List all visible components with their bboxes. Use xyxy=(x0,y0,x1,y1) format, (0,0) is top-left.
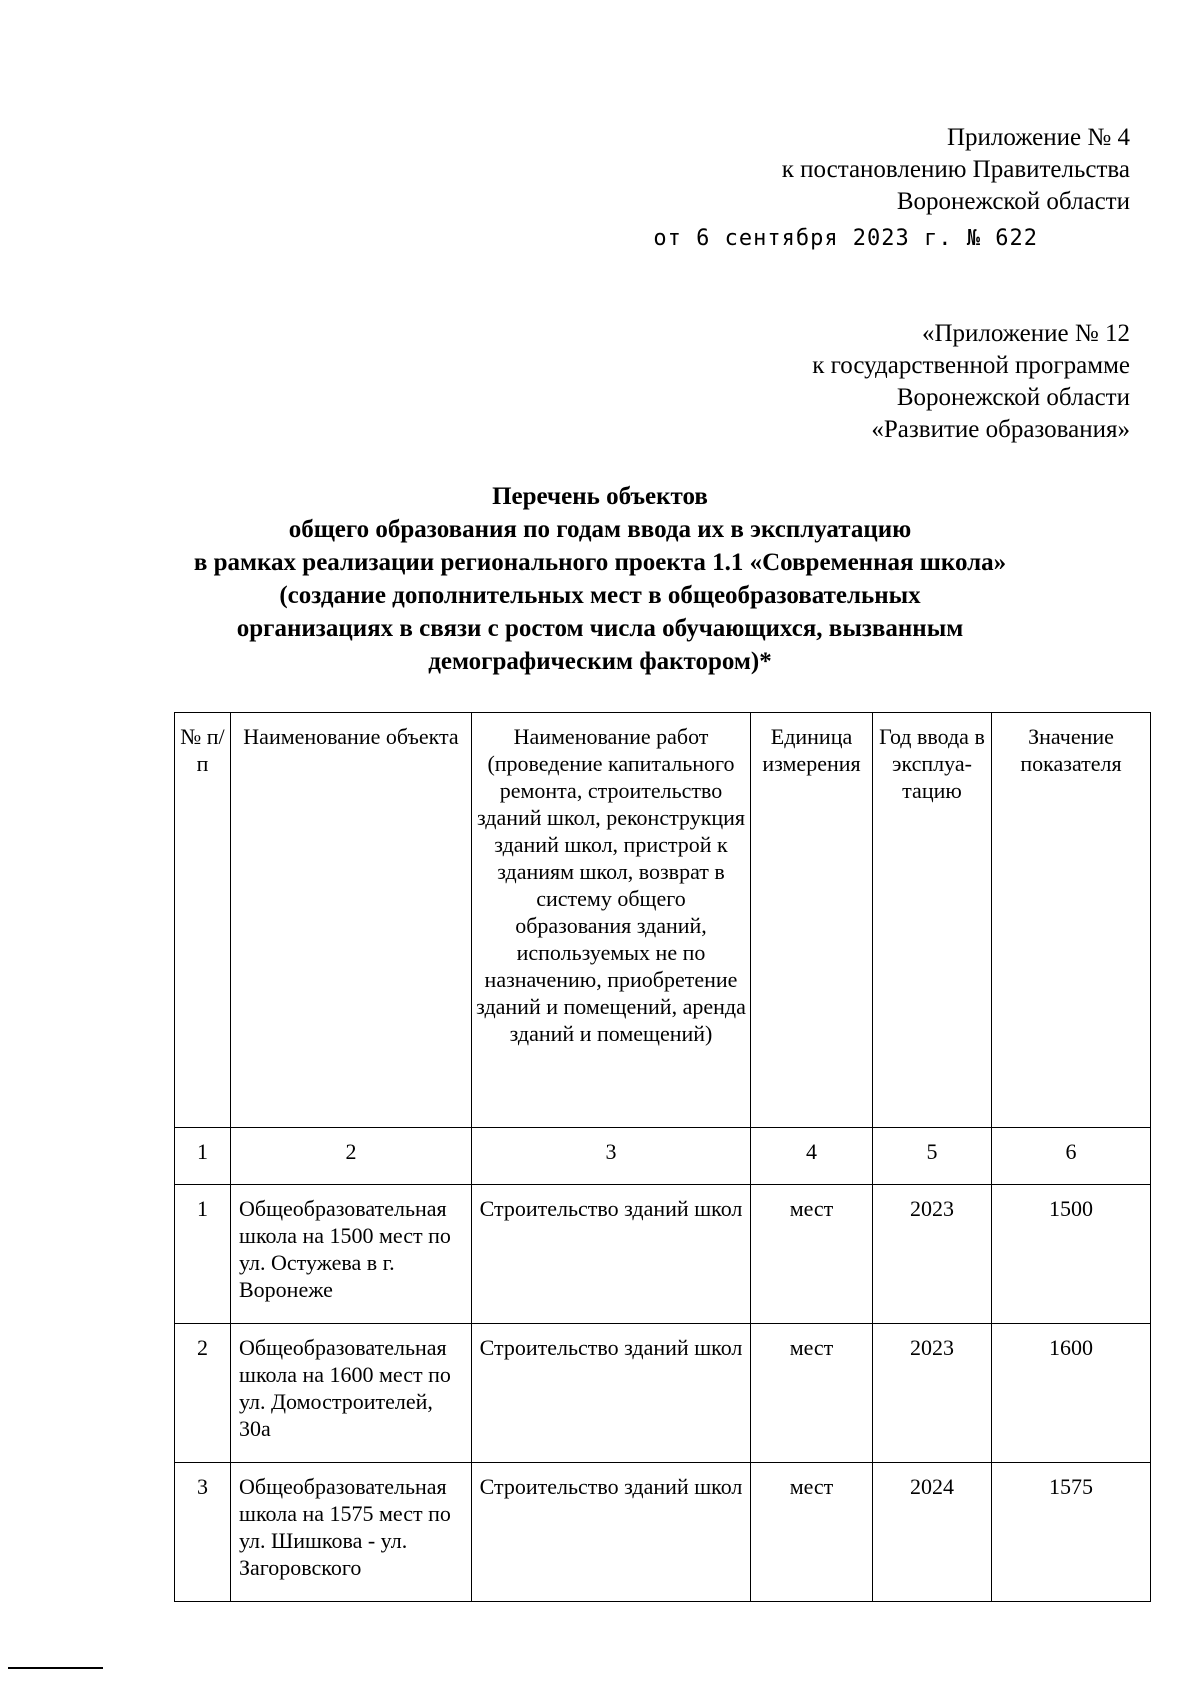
table-row xyxy=(175,1324,1151,1463)
column-number: 3 xyxy=(472,1128,751,1185)
row-object: Общеобразовательная школа на 1575 мест по ул. Шишкова - ул. Загоровского xyxy=(231,1463,472,1602)
document-title xyxy=(0,480,1200,678)
row-unit: мест xyxy=(751,1185,873,1324)
appendix-4-title: Приложение № 4 xyxy=(946,124,1130,151)
appendix-4-header xyxy=(782,122,1130,218)
row-works: Строительство зданий школ xyxy=(472,1324,751,1463)
appendix-4-decree-ref: к постановлению Правительства xyxy=(781,156,1130,183)
title-line-6: демографическим фактором)* xyxy=(428,648,772,675)
header-object: Наименование объекта xyxy=(231,713,472,1128)
appendix-12-region: Воронежской области xyxy=(896,384,1130,411)
title-line-5: организациях в связи с ростом числа обучающихся, вызванным xyxy=(236,615,964,642)
table-row xyxy=(175,1463,1151,1602)
table-row xyxy=(175,1185,1151,1324)
row-value: 1575 xyxy=(992,1463,1151,1602)
header-year: Год ввода в эксплуа-тацию xyxy=(873,713,992,1128)
title-line-4: (создание дополнительных мест в общеобразовательных xyxy=(279,582,921,609)
row-num: 2 xyxy=(175,1324,231,1463)
row-object: Общеобразовательная школа на 1600 мест по ул. Домостроителей, 30а xyxy=(231,1324,472,1463)
header-unit: Единица измерения xyxy=(751,713,873,1128)
row-unit: мест xyxy=(751,1463,873,1602)
row-value: 1600 xyxy=(992,1324,1151,1463)
row-year: 2023 xyxy=(873,1324,992,1463)
objects-table xyxy=(174,712,1151,1602)
row-year: 2024 xyxy=(873,1463,992,1602)
title-line-2: общего образования по годам ввода их в эксплуатацию xyxy=(288,516,912,543)
header-num: № п/п xyxy=(175,713,231,1128)
column-number: 4 xyxy=(751,1128,873,1185)
title-line-1: Перечень объектов xyxy=(492,483,708,510)
row-works: Строительство зданий школ xyxy=(472,1463,751,1602)
row-unit: мест xyxy=(751,1324,873,1463)
column-number: 1 xyxy=(175,1128,231,1185)
appendix-12-program-name: «Развитие образования» xyxy=(871,416,1130,443)
row-year: 2023 xyxy=(873,1185,992,1324)
row-object: Общеобразовательная школа на 1500 мест по ул. Остужева в г. Воронеже xyxy=(231,1185,472,1324)
column-number-row xyxy=(175,1128,1151,1185)
row-value: 1500 xyxy=(992,1185,1151,1324)
row-works: Строительство зданий школ xyxy=(472,1185,751,1324)
header-value: Значение показателя xyxy=(992,713,1151,1128)
column-number: 6 xyxy=(992,1128,1151,1185)
column-number: 5 xyxy=(873,1128,992,1185)
footnote-separator xyxy=(8,1667,103,1669)
row-num: 3 xyxy=(175,1463,231,1602)
column-number: 2 xyxy=(231,1128,472,1185)
title-line-3: в рамках реализации регионального проекта 1.1 «Современная школа» xyxy=(193,549,1007,576)
table-header-row xyxy=(175,713,1151,1128)
header-works: Наименование работ (проведение капитального ремонта, строительство зданий школ, реконструкция зданий школ, пристрой к зданиям школ, возврат в систему общего образования зданий, используемых не по назначению, приобретение зданий и помещений, аренда зданий и помещений) xyxy=(472,713,751,1128)
appendix-12-header xyxy=(812,318,1130,446)
appendix-12-title: «Приложение № 12 xyxy=(921,320,1130,347)
appendix-12-program-ref: к государственной программе xyxy=(812,352,1130,379)
appendix-4-region: Воронежской области xyxy=(896,188,1130,215)
decree-date-stamp: от 6 сентября 2023 г. № 622 xyxy=(653,226,1038,251)
row-num: 1 xyxy=(175,1185,231,1324)
